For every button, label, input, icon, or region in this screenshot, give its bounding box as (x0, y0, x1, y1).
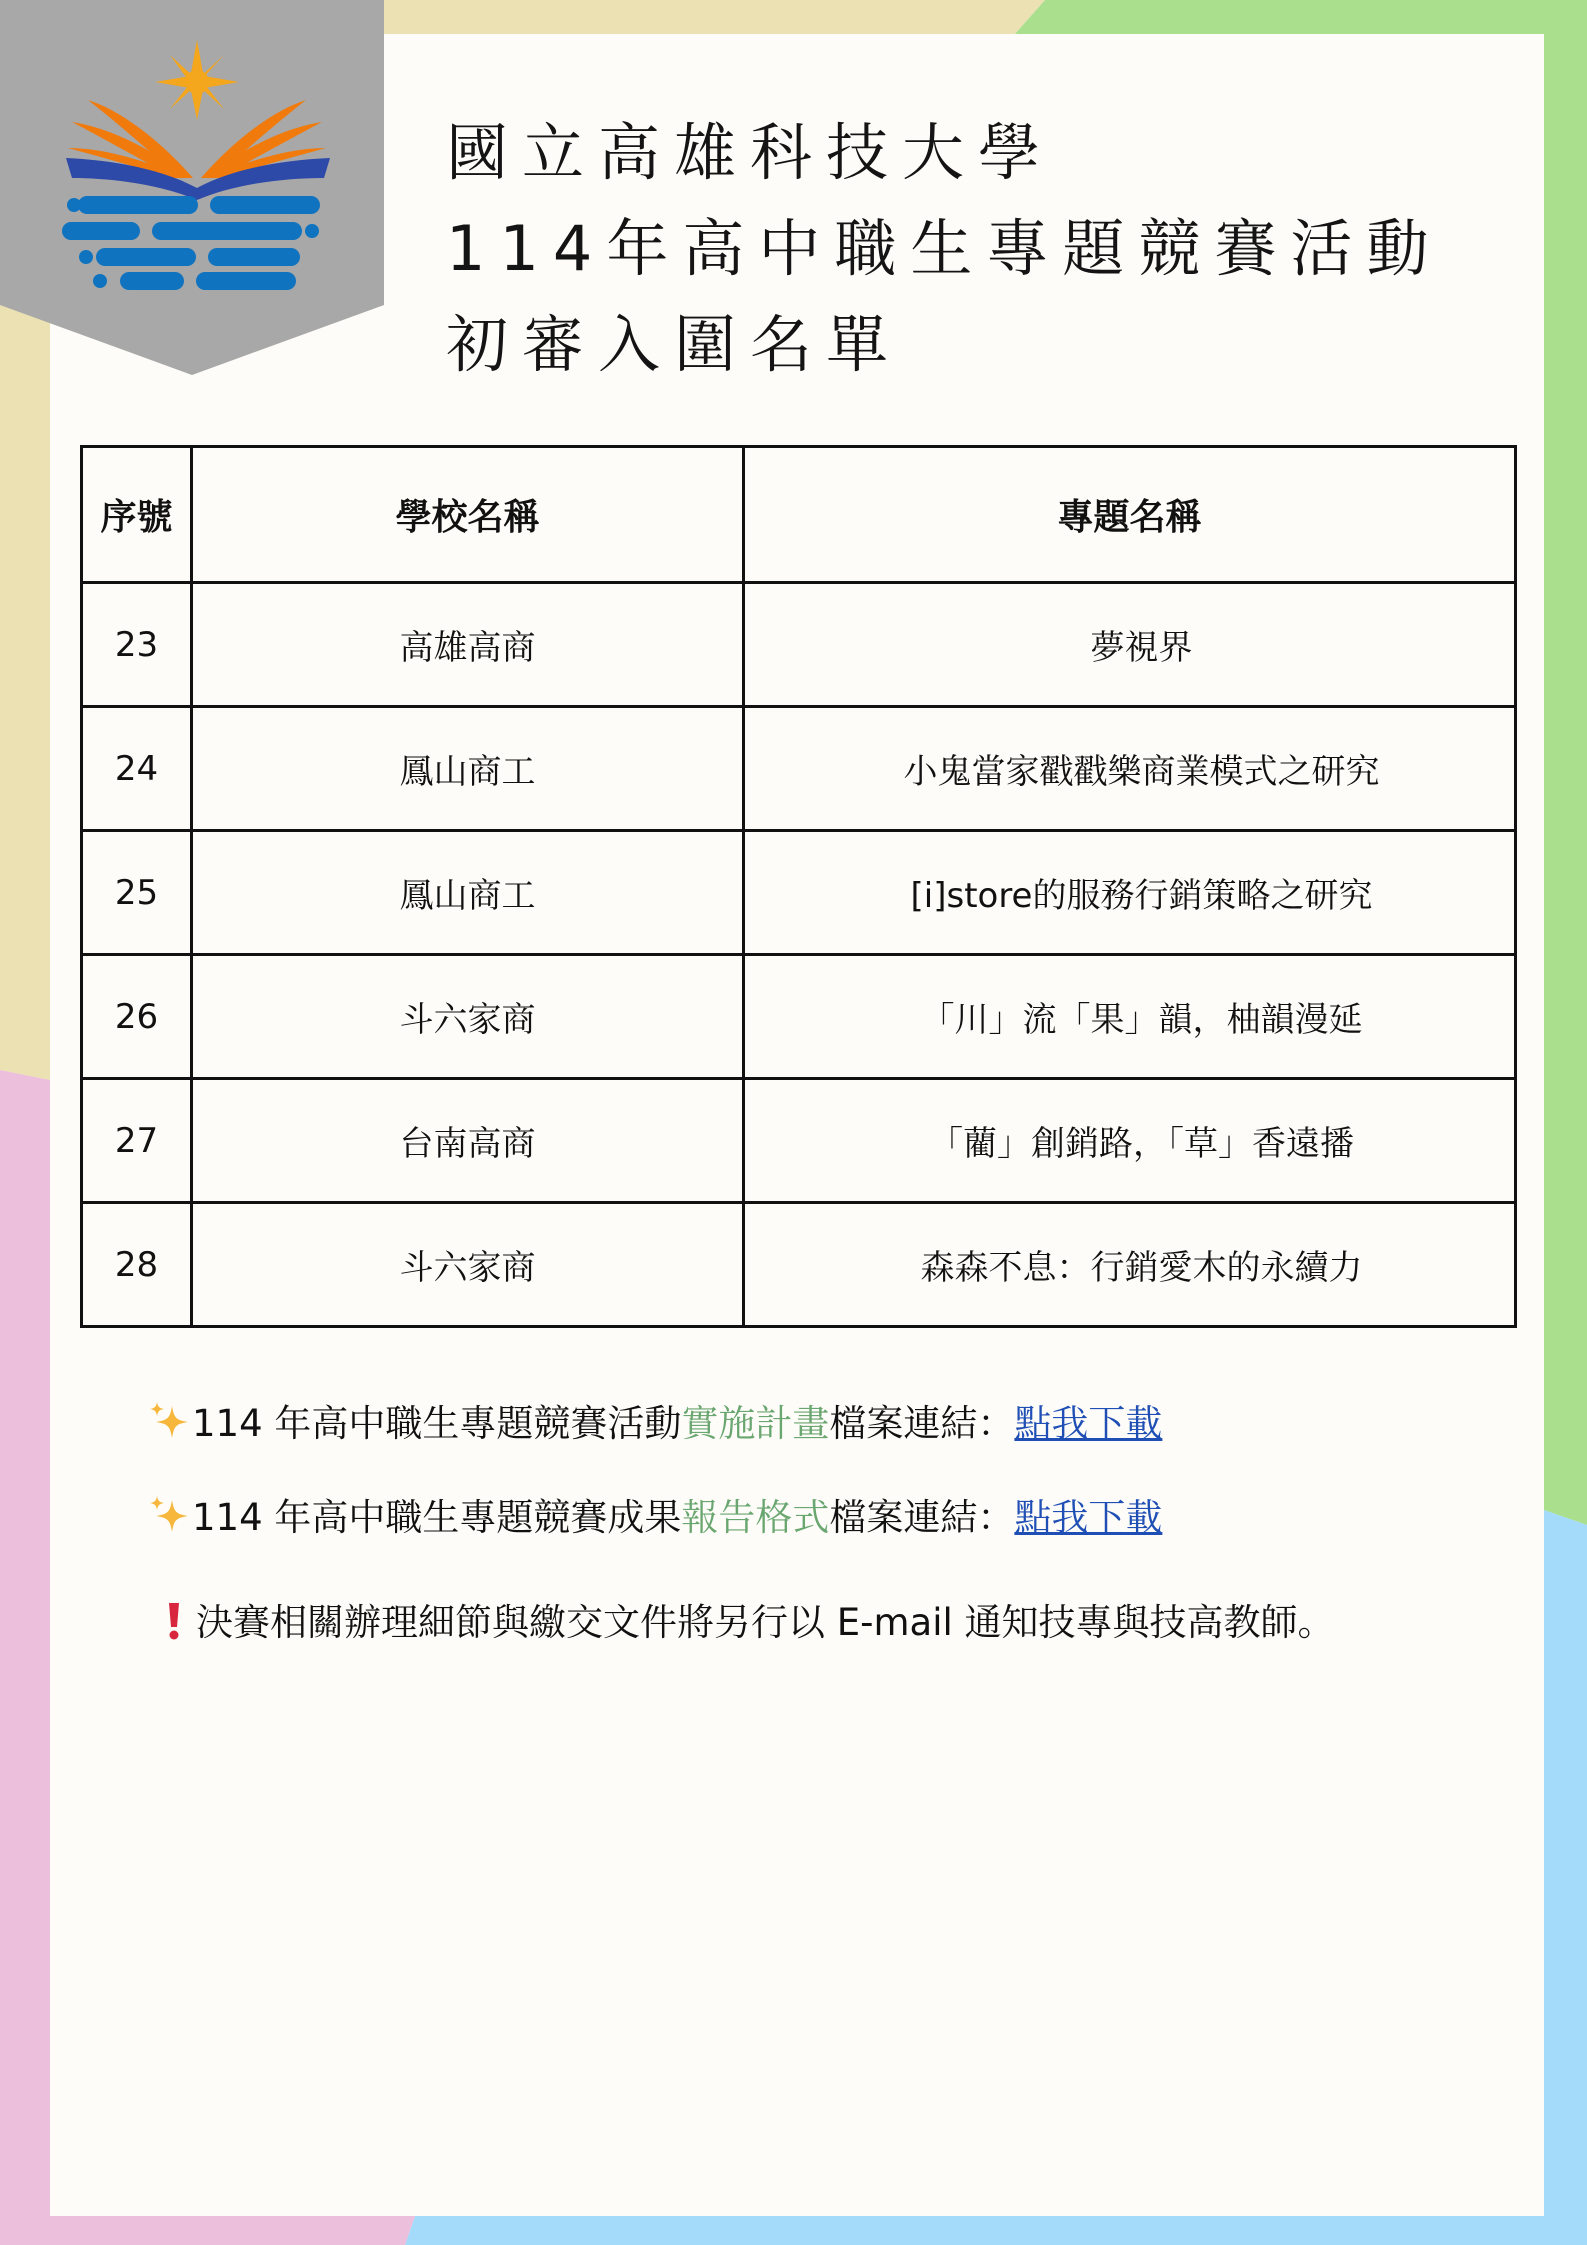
plan-note-suffix: 檔案連結： (829, 1402, 1015, 1445)
row-number: 28 (82, 1203, 192, 1327)
row-school: 台南高商 (192, 1079, 744, 1203)
row-number: 24 (82, 707, 192, 831)
table-row (82, 831, 1516, 955)
row-school: 鳳山商工 (192, 831, 744, 955)
format-note-prefix: 114 年高中職生專題競賽成果 (192, 1496, 682, 1539)
logo-banner (0, 0, 384, 375)
format-note-highlight: 報告格式 (681, 1496, 830, 1539)
format-download-link[interactable]: 點我下載 (1014, 1496, 1163, 1539)
row-topic: [i]store的服務行銷策略之研究 (744, 831, 1516, 955)
sparkles-icon (148, 1400, 190, 1442)
plan-download-note (148, 1393, 1162, 1447)
final-note-text: 決賽相關辦理細節與繳交文件將另行以 E-mail 通知技專與技高教師。 (196, 1601, 1335, 1644)
row-school: 斗六家商 (192, 1203, 744, 1327)
row-topic: 小鬼當家戳戳樂商業模式之研究 (744, 707, 1516, 831)
format-note-suffix: 檔案連結： (829, 1496, 1015, 1539)
table-row (82, 955, 1516, 1079)
plan-note-highlight: 實施計畫 (681, 1402, 830, 1445)
table-row (82, 1079, 1516, 1203)
row-school: 斗六家商 (192, 955, 744, 1079)
row-topic: 「藺」創銷路，「草」香遠播 (744, 1079, 1516, 1203)
row-school: 鳳山商工 (192, 707, 744, 831)
row-number: 23 (82, 583, 192, 707)
title-line-university: 國立高雄科技大學 (446, 116, 1055, 189)
final-round-note (148, 1592, 1335, 1646)
header-topic: 專題名稱 (744, 447, 1516, 583)
row-number: 27 (82, 1079, 192, 1203)
table-row (82, 583, 1516, 707)
finalist-table (80, 445, 1517, 1328)
table-row (82, 1203, 1516, 1327)
plan-download-link[interactable]: 點我下載 (1014, 1402, 1163, 1445)
row-number: 26 (82, 955, 192, 1079)
title-line-list: 初審入圍名單 (446, 308, 903, 381)
plan-note-prefix: 114 年高中職生專題競賽活動 (192, 1402, 682, 1445)
title-line-event: 114年高中職生專題競賽活動 (446, 212, 1443, 285)
row-topic: 夢視界 (744, 583, 1516, 707)
table-header-row (82, 447, 1516, 583)
row-number: 25 (82, 831, 192, 955)
page-title (446, 105, 1442, 393)
row-topic: 森森不息：行銷愛木的永續力 (744, 1203, 1516, 1327)
header-school: 學校名稱 (192, 447, 744, 583)
row-topic: 「川」流「果」韻，柚韻漫延 (744, 955, 1516, 1079)
sparkles-icon (148, 1494, 190, 1536)
row-school: 高雄高商 (192, 583, 744, 707)
format-download-note (148, 1487, 1162, 1541)
exclamation-icon (162, 1599, 186, 1641)
table-row (82, 707, 1516, 831)
header-number: 序號 (82, 447, 192, 583)
